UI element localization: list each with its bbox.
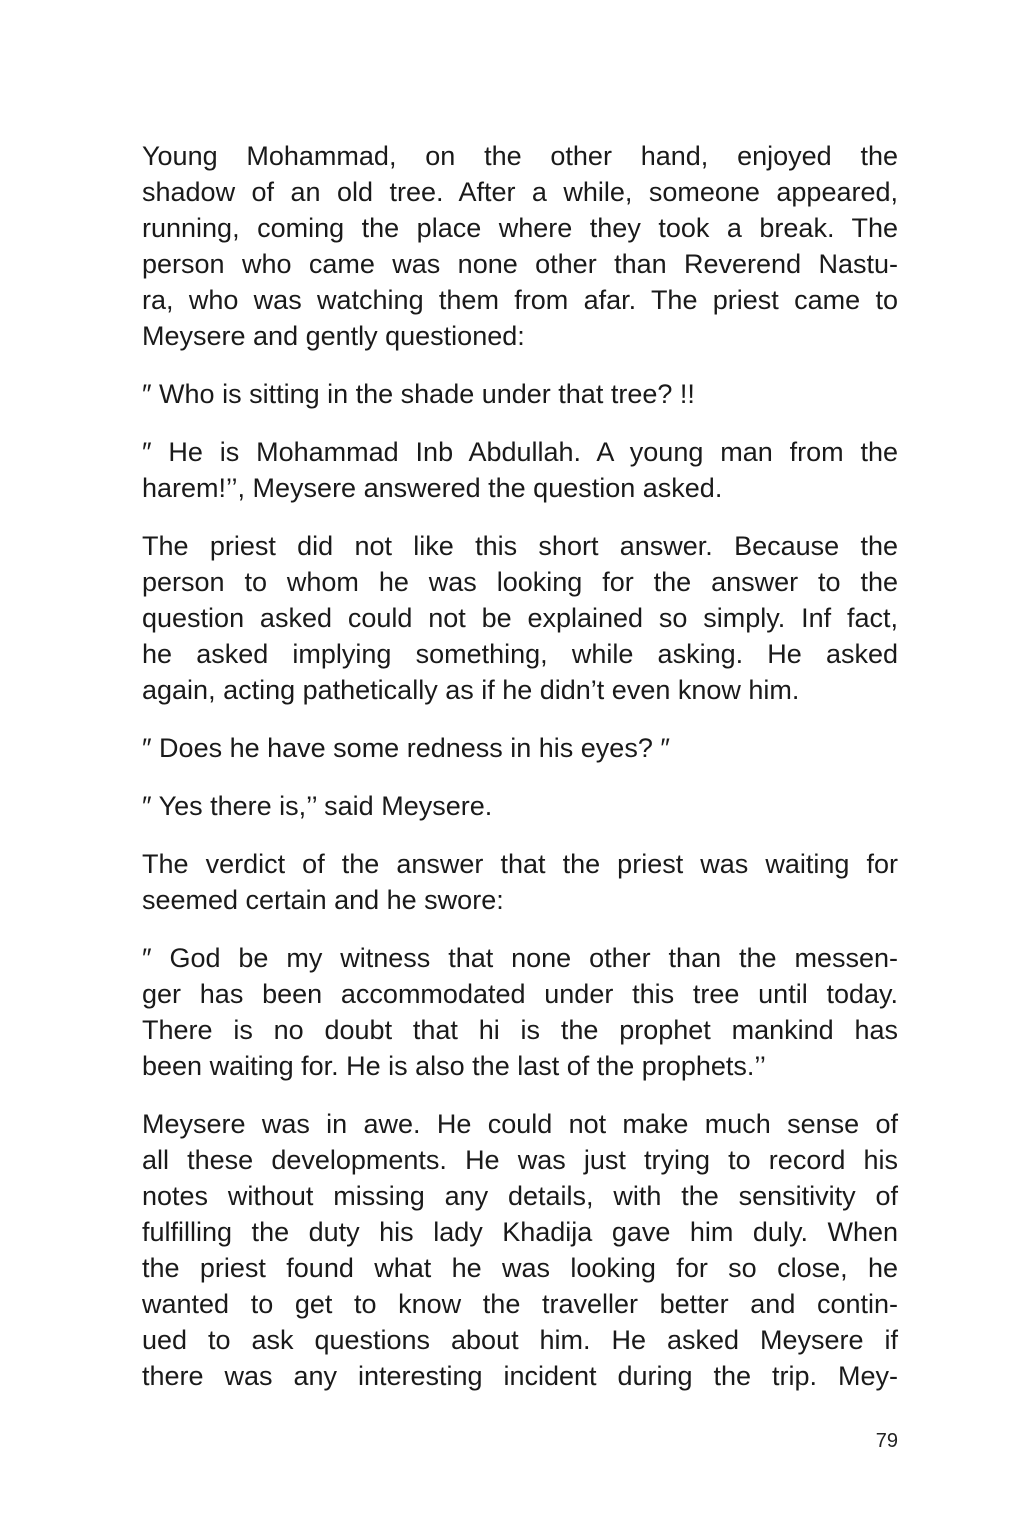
- text-line: running, coming the place where they took a break. The: [142, 213, 898, 243]
- text-line: ger has been accommodated under this tree until today.: [142, 979, 898, 1009]
- paragraph: [142, 376, 898, 412]
- paragraph: [142, 138, 898, 354]
- text-line: question asked could not be explained so simply. Inf fact,: [142, 603, 898, 633]
- paragraph: [142, 528, 898, 708]
- text-line: notes without missing any details, with the sensitivity of: [142, 1181, 898, 1211]
- text-line: ″ God be my witness that none other than the messen-: [142, 943, 898, 973]
- text-line: ″ He is Mohammad Inb Abdullah. A young man from the: [142, 437, 898, 467]
- body-text: [142, 138, 898, 1416]
- text-line: There is no doubt that hi is the prophet mankind has: [142, 1015, 898, 1045]
- text-line: been waiting for. He is also the last of the prophets.’’: [142, 1051, 766, 1081]
- page-number: 79: [875, 1430, 898, 1452]
- text-line: The verdict of the answer that the priest was waiting for: [142, 849, 898, 879]
- text-line: Young Mohammad, on the other hand, enjoyed the: [142, 141, 898, 171]
- text-line: ra, who was watching them from afar. The priest came to: [142, 285, 898, 315]
- text-line: he asked implying something, while asking. He asked: [142, 639, 898, 669]
- text-line: seemed certain and he swore:: [142, 885, 504, 915]
- text-line: person to whom he was looking for the answer to the: [142, 567, 898, 597]
- text-line: person who came was none other than Reverend Nastu-: [142, 249, 898, 279]
- text-line: all these developments. He was just trying to record his: [142, 1145, 898, 1175]
- text-line: ″ Yes there is,’’ said Meysere.: [142, 791, 493, 821]
- paragraph: [142, 788, 898, 824]
- text-line: harem!’’, Meysere answered the question asked.: [142, 473, 723, 503]
- paragraph: [142, 730, 898, 766]
- text-line: again, acting pathetically as if he didn’t even know him.: [142, 675, 800, 705]
- text-line: ″ Does he have some redness in his eyes? ″: [142, 733, 670, 763]
- text-line: fulfilling the duty his lady Khadija gave him duly. When: [142, 1217, 898, 1247]
- text-line: Meysere and gently questioned:: [142, 321, 525, 351]
- text-line: ″ Who is sitting in the shade under that tree? !!: [142, 379, 695, 409]
- paragraph: [142, 1106, 898, 1394]
- text-line: there was any interesting incident during the trip. Mey-: [142, 1361, 898, 1391]
- text-line: The priest did not like this short answer. Because the: [142, 531, 898, 561]
- text-line: Meysere was in awe. He could not make much sense of: [142, 1109, 898, 1139]
- paragraph: [142, 846, 898, 918]
- text-line: wanted to get to know the traveller better and contin-: [142, 1289, 898, 1319]
- paragraph: [142, 434, 898, 506]
- text-line: ued to ask questions about him. He asked Meysere if: [142, 1325, 898, 1355]
- paragraph: [142, 940, 898, 1084]
- text-line: shadow of an old tree. After a while, someone appeared,: [142, 177, 898, 207]
- text-line: the priest found what he was looking for so close, he: [142, 1253, 898, 1283]
